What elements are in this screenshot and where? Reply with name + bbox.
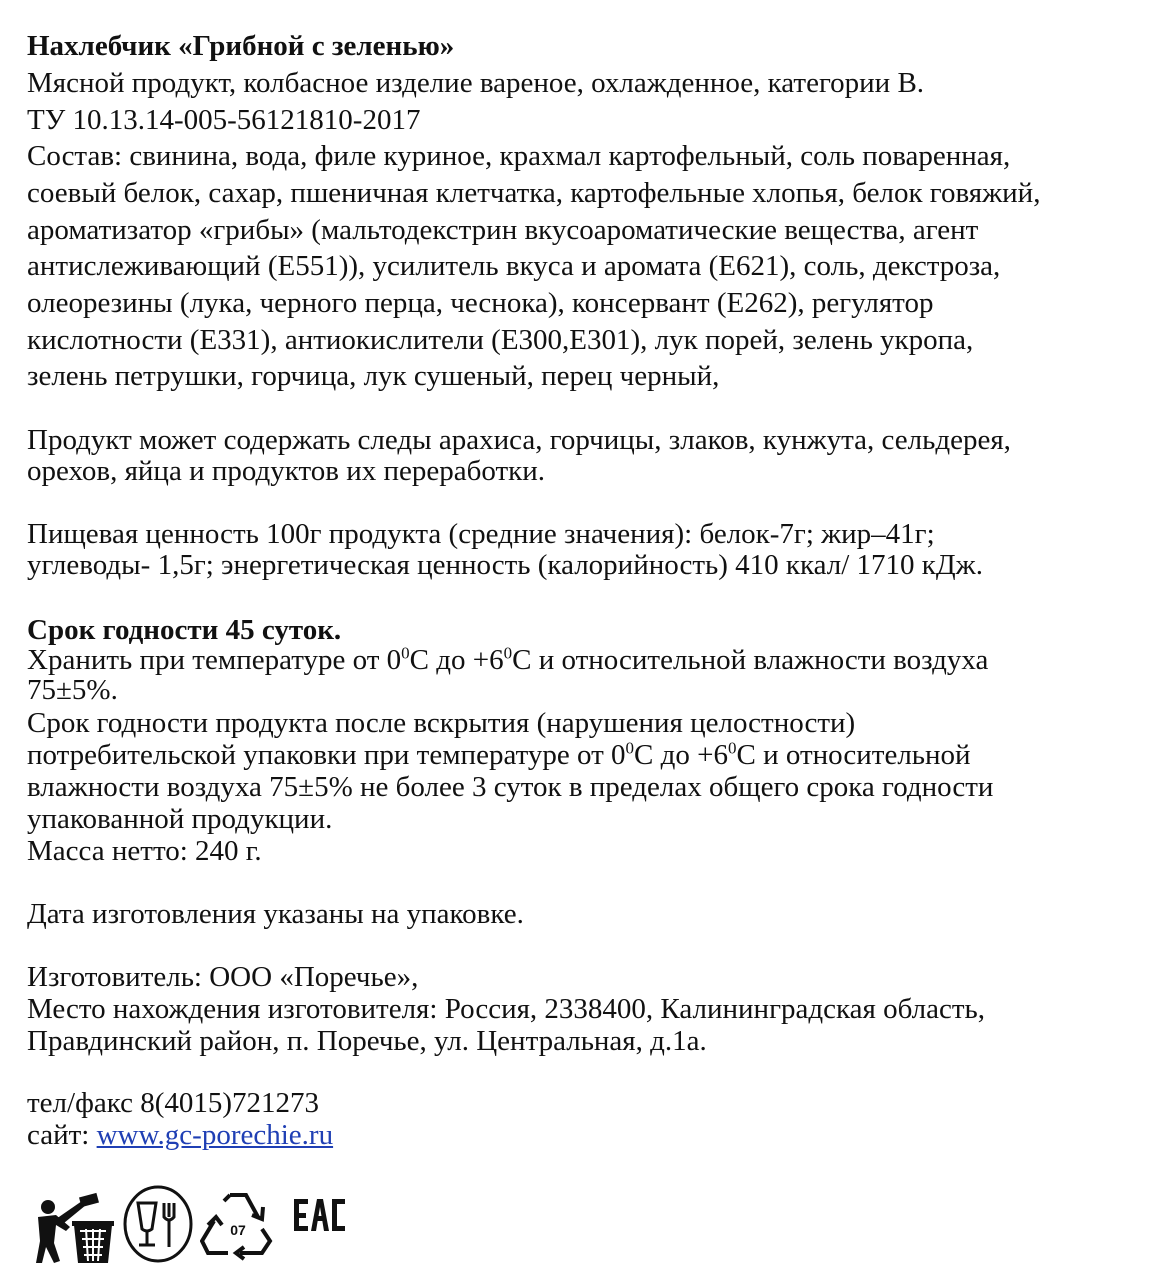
- composition-line: ароматизатор «грибы» (мальтодекстрин вкусоароматические вещества, агент: [27, 214, 979, 246]
- eac-icon: [292, 1185, 348, 1245]
- storage-line: потребительской упаковки при температуре от $0^0С$ до $+6^0С$ и относительной: [27, 738, 971, 771]
- food-safe-icon: [122, 1185, 194, 1263]
- tidyman-icon: [30, 1185, 116, 1265]
- nutrition-line: Пищевая ценность 100г продукта (средние значения): белок-7г; жир–41г;: [27, 518, 935, 550]
- storage-line: 75±5%.: [27, 674, 118, 706]
- nutrition-line: углеводы- 1,5г; энергетическая ценность (калорийность) 410 ккал/ 1710 кДж.: [27, 549, 983, 581]
- tu-code: ТУ 10.13.14-005-56121810-2017: [27, 104, 421, 136]
- storage-line: упакованной продукции.: [27, 803, 333, 835]
- phone-line: тел/факс 8(4015)721273: [27, 1087, 320, 1119]
- manufacturer-line: Изготовитель: ООО «Поречье»,: [27, 961, 419, 993]
- composition-line: кислотности (Е331), антиокислители (Е300,Е301), лук порей, зелень укропа,: [27, 324, 974, 356]
- composition-line: зелень петрушки, горчица, лук сушеный, перец черный,: [27, 360, 720, 392]
- composition-line: антислеживающий (Е551)), усилитель вкуса и аромата (Е621), соль, декстроза,: [27, 250, 1001, 282]
- storage-line: Срок годности продукта после вскрытия (нарушения целостности): [27, 707, 856, 739]
- manufacturer-line: Место нахождения изготовителя: Россия, 2338400, Калининградская область,: [27, 993, 985, 1025]
- composition-line: соевый белок, сахар, пшеничная клетчатка, картофельные хлопья, белок говяжий,: [27, 177, 1041, 209]
- recycle-code: 07: [230, 1222, 246, 1238]
- manufacturer-line: Правдинский район, п. Поречье, ул. Центральная, д.1а.: [27, 1025, 707, 1057]
- allergens-line: орехов, яйца и продуктов их переработки.: [27, 455, 546, 487]
- storage-line: Хранить при температуре от $0^0С$ до $+6^0С$ и относительной влажности воздуха: [27, 643, 989, 676]
- site-link[interactable]: www.gc-porechie.ru: [96, 1119, 334, 1151]
- shelf-life-heading: Срок годности 45 суток.: [27, 614, 342, 646]
- production-date: Дата изготовления указаны на упаковке.: [27, 898, 524, 930]
- composition-line: олеорезины (лука, черного перца, чеснока), консервант (Е262), регулятор: [27, 287, 934, 319]
- net-weight: Масса нетто: 240 г.: [27, 835, 262, 867]
- site-line: [27, 1119, 333, 1151]
- storage-line: влажности воздуха 75±5% не более 3 суток в пределах общего срока годности: [27, 771, 994, 803]
- product-subtitle: Мясной продукт, колбасное изделие вареное, охлажденное, категории В.: [27, 67, 925, 99]
- site-label: сайт:: [27, 1119, 90, 1151]
- product-title: Нахлебчик «Грибной с зеленью»: [27, 30, 455, 62]
- allergens-line: Продукт может содержать следы арахиса, горчицы, злаков, кунжута, сельдерея,: [27, 424, 1011, 456]
- composition-line: Состав: свинина, вода, филе куриное, крахмал картофельный, соль поваренная,: [27, 140, 1011, 172]
- recycle-icon: [200, 1185, 276, 1265]
